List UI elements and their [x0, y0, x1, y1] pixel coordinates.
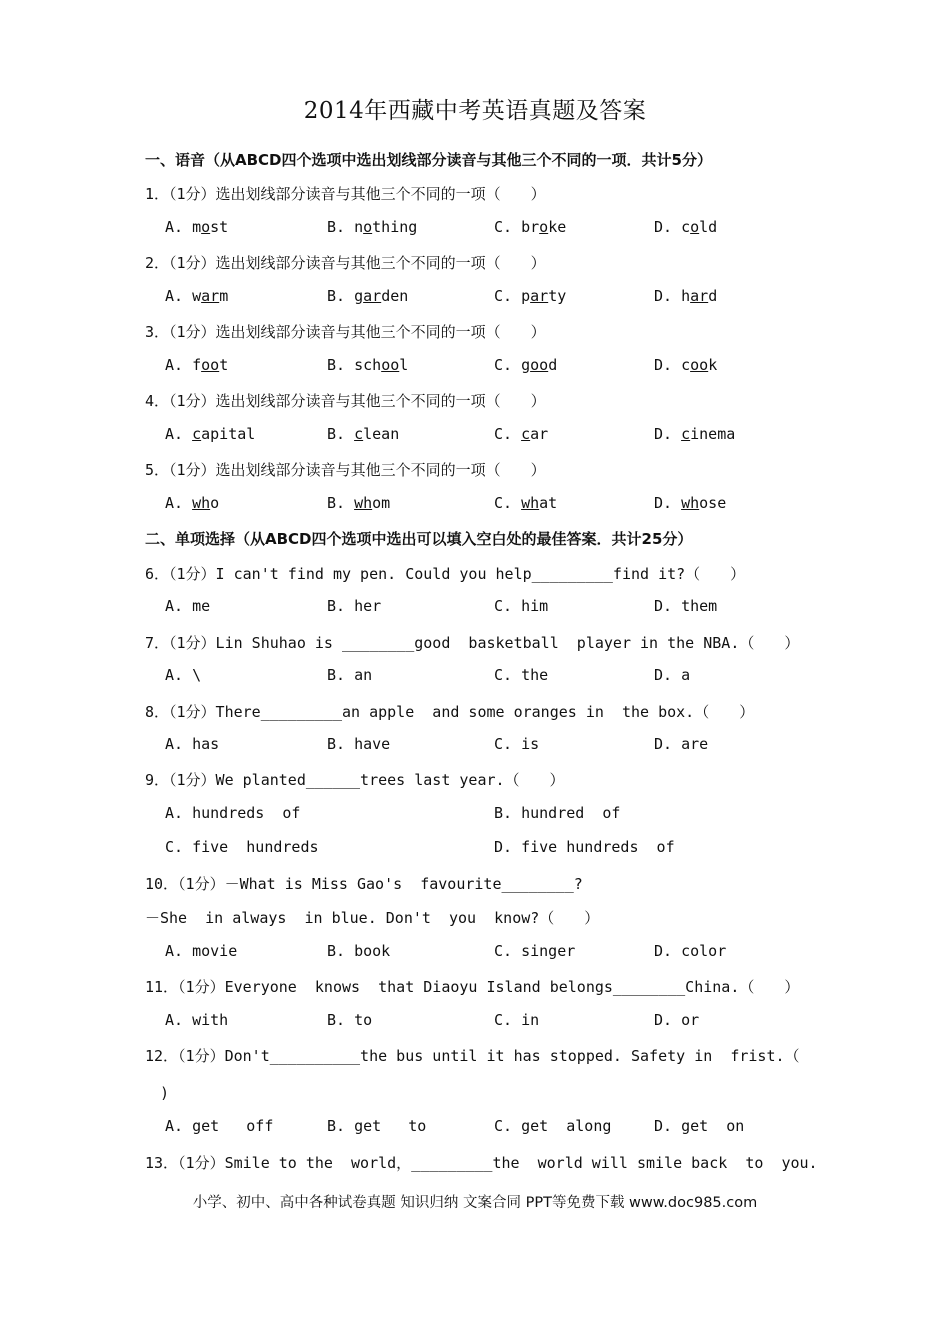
option-d: D. them [654, 597, 718, 615]
question-stem-continued: ) [145, 1084, 170, 1102]
question-stem: 2．（1分）选出划线部分读音与其他三个不同的一项（ ） [145, 254, 546, 272]
section-heading-phonetics: 一、语音（从ABCD四个选项中选出划线部分读音与其他三个不同的一项．共计5分） [145, 151, 712, 169]
option-b: B. whom [327, 494, 391, 512]
question-stem: 5．（1分）选出划线部分读音与其他三个不同的一项（ ） [145, 461, 546, 479]
option-d: D. or [654, 1011, 700, 1029]
page-title: 2014年西藏中考英语真题及答案 [303, 98, 647, 124]
question-stem: 4．（1分）选出划线部分读音与其他三个不同的一项（ ） [145, 392, 546, 410]
option-b: B. nothing [327, 218, 418, 236]
question-stem: 13．（1分）Smile to the world，_________the world will smile back to you. [145, 1154, 818, 1172]
option-b: B. have [327, 735, 391, 753]
question-stem: 10．（1分）－What is Miss Gao's favourite________? [145, 875, 583, 893]
option-a: A. get off [165, 1117, 274, 1135]
option-b: B. her [327, 597, 382, 615]
option-c: C. him [494, 597, 549, 615]
option-c: C. is [494, 735, 540, 753]
option-c: C. five hundreds [165, 838, 319, 856]
question-stem: 8．（1分）There_________an apple and some oranges in the box.（ ） [145, 703, 755, 721]
option-d: D. a [654, 666, 691, 684]
option-d: D. cook [654, 356, 718, 374]
question-stem: 7．（1分）Lin Shuhao is ________good basketball player in the NBA.（ ） [145, 634, 800, 652]
option-c: C. the [494, 666, 549, 684]
option-b: B. an [327, 666, 373, 684]
option-d: D. five hundreds of [494, 838, 675, 856]
option-a: A. most [165, 218, 229, 236]
option-c: C. singer [494, 942, 576, 960]
option-b: B. to [327, 1011, 373, 1029]
section-heading-multiple-choice: 二、单项选择（从ABCD四个选项中选出可以填入空白处的最佳答案．共计25分） [145, 530, 693, 548]
question-stem: 3．（1分）选出划线部分读音与其他三个不同的一项（ ） [145, 323, 546, 341]
option-d: D. get on [654, 1117, 745, 1135]
option-c: C. what [494, 494, 558, 512]
question-stem: 12．（1分）Don't__________the bus until it has stopped. Safety in frist.（ [145, 1047, 800, 1065]
option-c: C. in [494, 1011, 540, 1029]
option-c: C. car [494, 425, 549, 443]
option-a: A. \ [165, 666, 202, 684]
option-d: D. are [654, 735, 709, 753]
option-d: D. whose [654, 494, 727, 512]
option-c: C. broke [494, 218, 567, 236]
option-c: C. party [494, 287, 567, 305]
option-b: B. get to [327, 1117, 427, 1135]
option-a: A. me [165, 597, 211, 615]
option-a: A. capital [165, 425, 256, 443]
option-a: A. warm [165, 287, 229, 305]
question-stem: 11．（1分）Everyone knows that Diaoyu Island belongs________China.（ ） [145, 978, 800, 996]
option-b: B. hundred of [494, 804, 621, 822]
option-b: B. clean [327, 425, 400, 443]
option-d: D. cinema [654, 425, 736, 443]
option-a: A. who [165, 494, 220, 512]
question-stem-continued: －She in always in blue. Don't you know?（ ） [145, 909, 600, 927]
page-footer: 小学、初中、高中各种试卷真题 知识归纳 文案合同 PPT等免费下载 www.doc985.com [192, 1195, 758, 1211]
question-stem: 6．（1分）I can't find my pen. Could you help_________find it?（ ） [145, 565, 746, 583]
option-b: B. school [327, 356, 409, 374]
option-b: B. book [327, 942, 391, 960]
option-d: D. hard [654, 287, 718, 305]
option-d: D. cold [654, 218, 718, 236]
option-a: A. hundreds of [165, 804, 301, 822]
question-stem: 9．（1分）We planted______trees last year.（ ） [145, 771, 565, 789]
option-b: B. garden [327, 287, 409, 305]
option-d: D. color [654, 942, 727, 960]
option-a: A. foot [165, 356, 229, 374]
option-a: A. with [165, 1011, 229, 1029]
option-c: C. get along [494, 1117, 612, 1135]
option-a: A. movie [165, 942, 238, 960]
question-stem: 1．（1分）选出划线部分读音与其他三个不同的一项（ ） [145, 185, 546, 203]
option-c: C. good [494, 356, 558, 374]
option-a: A. has [165, 735, 220, 753]
